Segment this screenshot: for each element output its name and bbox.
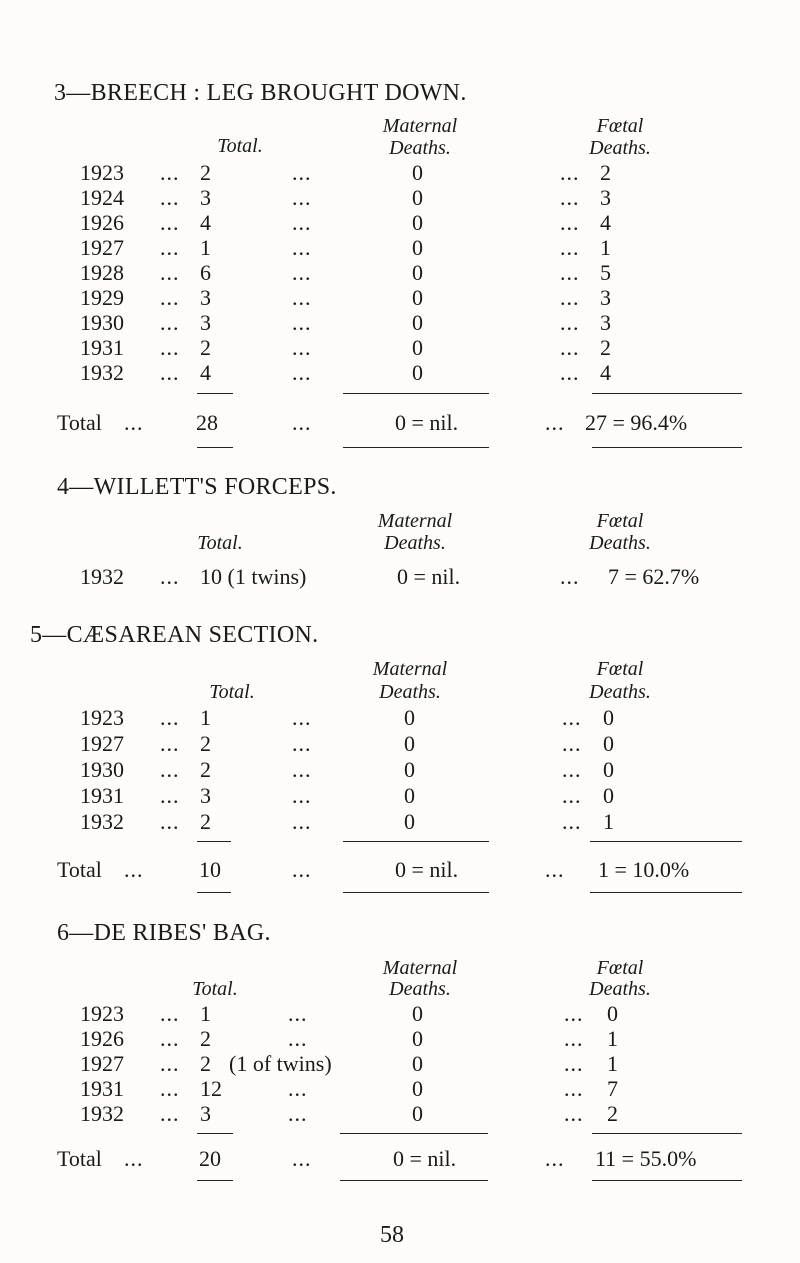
row-total: 4: [200, 360, 211, 385]
total-label: Total: [57, 410, 102, 435]
row-foetal: 1: [607, 1051, 618, 1076]
row-foetal: 0: [603, 757, 614, 782]
row-maternal: 0: [412, 235, 423, 260]
rule-total: [197, 892, 231, 893]
row-foetal: 1: [603, 809, 614, 834]
rule-maternal: [340, 1180, 488, 1181]
total-value: 10: [199, 857, 221, 882]
row-year: 1926: [80, 1026, 124, 1051]
row-year: 1928: [80, 260, 124, 285]
row-foetal: 7 = 62.7%: [608, 564, 700, 589]
row-year: 1930: [80, 310, 124, 335]
row-foetal: 4: [600, 210, 611, 235]
row-maternal: 0: [412, 185, 423, 210]
row-year: 1926: [80, 210, 124, 235]
row-foetal: 3: [600, 185, 611, 210]
total-value: 20: [199, 1146, 221, 1171]
column-header-maternal-1: Maternal: [382, 957, 458, 979]
row-total: 2: [200, 160, 211, 185]
row-total: 2: [200, 757, 211, 782]
row-leader: ...: [562, 783, 582, 808]
row-maternal: 0: [412, 1026, 423, 1051]
section-heading: 6—DE RIBES' BAG.: [57, 920, 271, 946]
section-heading: 3—BREECH : LEG BROUGHT DOWN.: [54, 80, 467, 106]
row-maternal: 0: [412, 260, 423, 285]
row-maternal: 0: [404, 705, 415, 730]
row-leader: ...: [545, 410, 565, 435]
column-header-total: Total.: [192, 978, 238, 1000]
row-leader: ...: [160, 235, 180, 260]
rule-total: [197, 393, 233, 394]
row-leader: ...: [292, 757, 312, 782]
rule-foetal: [592, 1180, 742, 1181]
row-year: 1927: [80, 731, 124, 756]
row-leader: ...: [160, 809, 180, 834]
row-leader: ...: [562, 757, 582, 782]
row-leader: ...: [160, 1051, 180, 1076]
row-year: 1927: [80, 235, 124, 260]
row-total: 2: [200, 1026, 211, 1051]
row-maternal: 0: [412, 1001, 423, 1026]
row-leader: ...: [560, 310, 580, 335]
row-leader: ...: [160, 285, 180, 310]
row-leader: ...: [160, 335, 180, 360]
row-leader: ...: [288, 1101, 308, 1126]
row-leader: ...: [160, 360, 180, 385]
row-leader: ...: [560, 285, 580, 310]
row-total: 4: [200, 210, 211, 235]
row-leader: ...: [160, 783, 180, 808]
rule-total: [197, 1133, 233, 1134]
column-header-foetal-1: Fœtal: [596, 510, 644, 532]
row-leader: ...: [292, 783, 312, 808]
rule-foetal: [590, 841, 742, 842]
column-header-foetal-2: Deaths.: [589, 681, 651, 703]
row-total: 1: [200, 1001, 211, 1026]
row-total: 2: [200, 731, 211, 756]
rule-maternal: [343, 841, 489, 842]
row-foetal: 4: [600, 360, 611, 385]
row-year: 1931: [80, 1076, 124, 1101]
rule-maternal: [343, 892, 489, 893]
column-header-foetal-2: Deaths.: [589, 978, 651, 1000]
row-foetal: 2: [600, 335, 611, 360]
row-total: 6: [200, 260, 211, 285]
row-leader: ...: [560, 160, 580, 185]
row-foetal: 0: [603, 705, 614, 730]
row-leader: ...: [292, 285, 312, 310]
row-leader: ...: [292, 410, 312, 435]
row-leader: ...: [560, 564, 580, 589]
row-leader: ...: [292, 731, 312, 756]
total-foetal: 27 = 96.4%: [585, 410, 688, 435]
column-header-maternal-1: Maternal: [377, 510, 453, 532]
total-maternal: 0 = nil.: [395, 410, 459, 435]
row-leader: ...: [292, 310, 312, 335]
row-foetal: 5: [600, 260, 611, 285]
row-leader: ...: [292, 260, 312, 285]
rule-total: [197, 841, 231, 842]
rule-foetal: [590, 892, 742, 893]
row-leader: ...: [160, 260, 180, 285]
column-header-total: Total.: [217, 135, 263, 157]
rule-maternal: [343, 393, 489, 394]
row-maternal: 0: [412, 210, 423, 235]
row-foetal: 2: [600, 160, 611, 185]
row-leader: ...: [292, 857, 312, 882]
row-total: 10 (1 twins): [200, 564, 307, 589]
row-maternal: 0: [412, 335, 423, 360]
row-leader: ...: [124, 857, 144, 882]
row-leader: ...: [288, 1001, 308, 1026]
row-year: 1923: [80, 1001, 124, 1026]
total-label: Total: [57, 1146, 102, 1171]
row-foetal: 2: [607, 1101, 618, 1126]
row-foetal: 0: [603, 783, 614, 808]
row-foetal: 3: [600, 310, 611, 335]
total-value: 28: [196, 410, 218, 435]
row-maternal: 0: [404, 731, 415, 756]
row-leader: ...: [160, 1076, 180, 1101]
row-leader: ...: [160, 310, 180, 335]
row-foetal: 0: [603, 731, 614, 756]
column-header-foetal-2: Deaths.: [589, 532, 651, 554]
row-foetal: 1: [607, 1026, 618, 1051]
row-leader: ...: [292, 210, 312, 235]
row-note: (1 of twins): [229, 1051, 332, 1076]
row-leader: ...: [292, 1146, 312, 1171]
total-maternal: 0 = nil.: [393, 1146, 457, 1171]
column-header-foetal-1: Fœtal: [596, 658, 644, 680]
rule-foetal: [592, 393, 742, 394]
row-leader: ...: [160, 705, 180, 730]
row-leader: ...: [292, 809, 312, 834]
row-leader: ...: [160, 1001, 180, 1026]
total-foetal: 11 = 55.0%: [595, 1146, 697, 1171]
row-leader: ...: [292, 360, 312, 385]
row-maternal: 0: [404, 757, 415, 782]
page-number: 58: [380, 1222, 404, 1248]
rule-foetal: [592, 447, 742, 448]
row-leader: ...: [564, 1001, 584, 1026]
row-total: 2: [200, 335, 211, 360]
rule-total: [197, 447, 233, 448]
row-total: 3: [200, 310, 211, 335]
row-total: 3: [200, 783, 211, 808]
row-leader: ...: [562, 809, 582, 834]
row-year: 1932: [80, 1101, 124, 1126]
column-header-maternal-2: Deaths.: [379, 681, 441, 703]
row-leader: ...: [564, 1101, 584, 1126]
row-year: 1929: [80, 285, 124, 310]
column-header-total: Total.: [209, 681, 255, 703]
row-foetal: 7: [607, 1076, 618, 1101]
column-header-foetal-2: Deaths.: [589, 137, 651, 159]
row-year: 1924: [80, 185, 124, 210]
section-heading: 5—CÆSAREAN SECTION.: [30, 622, 319, 648]
row-maternal: 0: [412, 360, 423, 385]
rule-foetal: [592, 1133, 742, 1134]
row-leader: ...: [545, 857, 565, 882]
row-leader: ...: [560, 335, 580, 360]
row-maternal: 0: [412, 1076, 423, 1101]
rule-maternal: [340, 1133, 488, 1134]
row-total: 1: [200, 235, 211, 260]
row-leader: ...: [160, 1026, 180, 1051]
row-leader: ...: [562, 731, 582, 756]
row-leader: ...: [124, 1146, 144, 1171]
row-foetal: 0: [607, 1001, 618, 1026]
row-leader: ...: [545, 1146, 565, 1171]
row-maternal: 0: [404, 783, 415, 808]
row-leader: ...: [292, 335, 312, 360]
row-maternal: 0 = nil.: [397, 564, 461, 589]
row-foetal: 1: [600, 235, 611, 260]
row-leader: ...: [564, 1076, 584, 1101]
row-leader: ...: [292, 235, 312, 260]
row-leader: ...: [160, 185, 180, 210]
row-leader: ...: [160, 731, 180, 756]
row-leader: ...: [560, 260, 580, 285]
row-leader: ...: [160, 210, 180, 235]
column-header-foetal-1: Fœtal: [596, 957, 644, 979]
row-leader: ...: [292, 185, 312, 210]
row-maternal: 0: [412, 1101, 423, 1126]
row-total: 3: [200, 1101, 211, 1126]
column-header-foetal-1: Fœtal: [596, 115, 644, 137]
row-leader: ...: [560, 185, 580, 210]
row-year: 1932: [80, 809, 124, 834]
column-header-maternal-2: Deaths.: [384, 532, 446, 554]
row-leader: ...: [564, 1026, 584, 1051]
row-maternal: 0: [412, 285, 423, 310]
total-foetal: 1 = 10.0%: [598, 857, 690, 882]
row-leader: ...: [160, 160, 180, 185]
row-year: 1923: [80, 705, 124, 730]
total-label: Total: [57, 857, 102, 882]
column-header-maternal-1: Maternal: [372, 658, 448, 680]
row-maternal: 0: [412, 1051, 423, 1076]
column-header-maternal-1: Maternal: [382, 115, 458, 137]
rule-maternal: [343, 447, 489, 448]
rule-total: [197, 1180, 233, 1181]
total-maternal: 0 = nil.: [395, 857, 459, 882]
row-maternal: 0: [412, 310, 423, 335]
row-year: 1923: [80, 160, 124, 185]
row-leader: ...: [560, 235, 580, 260]
row-foetal: 3: [600, 285, 611, 310]
row-leader: ...: [160, 1101, 180, 1126]
row-leader: ...: [160, 564, 180, 589]
row-total: 2: [200, 809, 211, 834]
row-total: 3: [200, 185, 211, 210]
row-leader: ...: [562, 705, 582, 730]
row-year: 1932: [80, 360, 124, 385]
row-year: 1930: [80, 757, 124, 782]
row-year: 1931: [80, 335, 124, 360]
row-leader: ...: [288, 1026, 308, 1051]
row-leader: ...: [560, 360, 580, 385]
row-leader: ...: [560, 210, 580, 235]
row-leader: ...: [292, 160, 312, 185]
section-heading: 4—WILLETT'S FORCEPS.: [57, 474, 337, 500]
row-year: 1931: [80, 783, 124, 808]
column-header-maternal-2: Deaths.: [389, 978, 451, 1000]
column-header-total: Total.: [197, 532, 243, 554]
row-year: 1927: [80, 1051, 124, 1076]
row-leader: ...: [288, 1076, 308, 1101]
row-year: 1932: [80, 564, 124, 589]
row-leader: ...: [160, 757, 180, 782]
row-total: 12: [200, 1076, 222, 1101]
row-total: 3: [200, 285, 211, 310]
row-total: 1: [200, 705, 211, 730]
row-maternal: 0: [404, 809, 415, 834]
row-total: 2: [200, 1051, 211, 1076]
row-leader: ...: [564, 1051, 584, 1076]
row-leader: ...: [124, 410, 144, 435]
row-leader: ...: [292, 705, 312, 730]
row-maternal: 0: [412, 160, 423, 185]
column-header-maternal-2: Deaths.: [389, 137, 451, 159]
